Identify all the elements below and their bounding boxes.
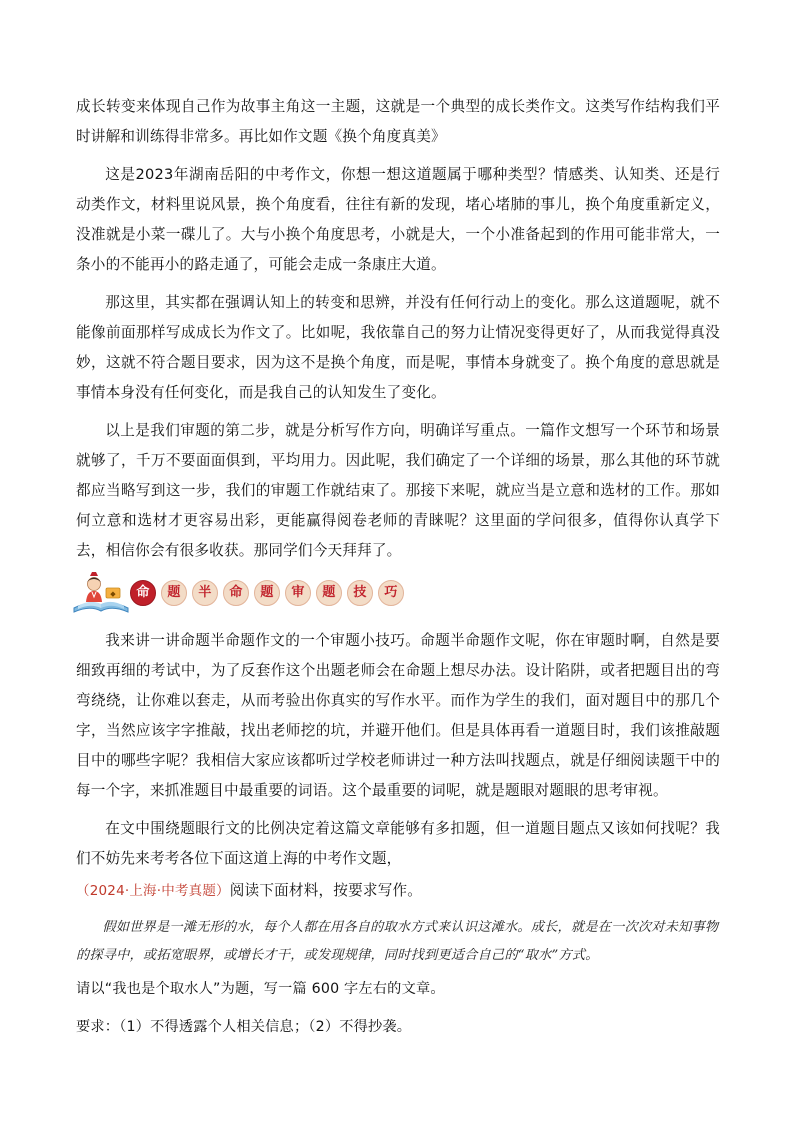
banner-char: 巧 [378,580,404,606]
article-section-bottom [76,626,720,874]
banner-char: 命 [130,580,156,606]
exam-instruction: 阅读下面材料，按要求写作。 [229,882,423,899]
banner-char: 审 [285,580,311,606]
exam-prompt: 请以“我也是个取水人”为题，写一篇 600 字左右的文章。 [76,981,445,997]
body-paragraph: 以上是我们审题的第二步，就是分析写作方向，明确详写重点。一篇作文想写一个环节和场景就够了，千万不要面面俱到，平均用力。因此呢，我们确定了一个详细的场景，那么其他的环节就都应当略写到这一步，我们的审题工作就结束了。那接下来呢，就应当是立意和选材的工作。那如何立意和选材才更容易出彩，更能赢得阅卷老师的青睐呢？这里面的学问很多，值得你认真学下去，相信你会有很多收获。那同学们今天拜拜了。 [76,422,720,559]
banner-char: 半 [192,580,218,606]
body-paragraph: 那这里，其实都在强调认知上的转变和思辨，并没有任何行动上的变化。那么这道题呢，就不能像前面那样写成成长为作文了。比如呢，我依靠自己的努力让情况变得更好了，从而我觉得真没妙，这就不符合题目要求，因为这不是换个角度，而是呢，事情本身就变了。换个角度的意思就是事情本身没有任何变化，而是我自己的认知发生了变化。 [76,294,720,401]
banner-char: 技 [347,580,373,606]
reading-student-icon [70,570,132,618]
exam-source-tag: （2024·上海·中考真题） [76,883,230,899]
exam-material: 假如世界是一滩无形的水，每个人都在用各自的取水方式来认识这滩水。成长，就是在一次次对未知事物的探寻中，或拓宽眼界，或增长才干，或发现规律，同时找到更适合自己的“取水”方式。 [76,920,719,963]
banner-char: 题 [316,580,342,606]
section-banner [70,568,720,620]
body-paragraph: 在文中围绕题眼行文的比例决定着这篇文章能够有多扣题，但一道题目题点又该如何找呢？我们不妨先来考考各位下面这道上海的中考作文题， [76,820,720,867]
document-body [76,92,720,1042]
banner-char: 题 [254,580,280,606]
article-section-top [76,92,720,566]
banner-title [130,580,404,606]
body-paragraph: 成长转变来体现自己作为故事主角这一主题，这就是一个典型的成长类作文。这类写作结构我们平时讲解和训练得非常多。再比如作文题《换个角度真美》 [76,98,720,145]
body-paragraph: 这是2023年湖南岳阳的中考作文，你想一想这道题属于哪种类型？情感类、认知类、还是行动类作文，材料里说风景，换个角度看，往往有新的发现，堵心堵肺的事儿，换个角度重新定义，没准就是小菜一碟儿了。大与小换个角度思考，小就是大，一个小准备起到的作用可能非常大，一条小的不能再小的路走通了，可能会走成一条康庄大道。 [76,166,720,273]
exam-source-line [76,876,720,906]
body-paragraph: 我来讲一讲命题半命题作文的一个审题小技巧。命题半命题作文呢，你在审题时啊，自然是要细致再细的考试中，为了反套作这个出题老师会在命题上想尽办法。设计陷阱，或者把题目出的弯弯绕绕，让你难以套走，从而考验出你真实的写作水平。而作为学生的我们，面对题目中的那几个字，当然应该字字推敲，找出老师挖的坑，并避开他们。但是具体再看一道题目时，我们该推敲题目中的哪些字呢？我相信大家应该都听过学校老师讲过一种方法叫找题点，就是仔细阅读题干中的每一个字，来抓准题目中最重要的词语。这个最重要的词呢，就是题眼对题眼的思考审视。 [76,632,720,799]
banner-char: 题 [161,580,187,606]
exam-requirements: 要求：（1）不得透露个人相关信息；（2）不得抄袭。 [76,1019,412,1035]
banner-char: 命 [223,580,249,606]
svg-text:◆: ◆ [110,590,116,598]
